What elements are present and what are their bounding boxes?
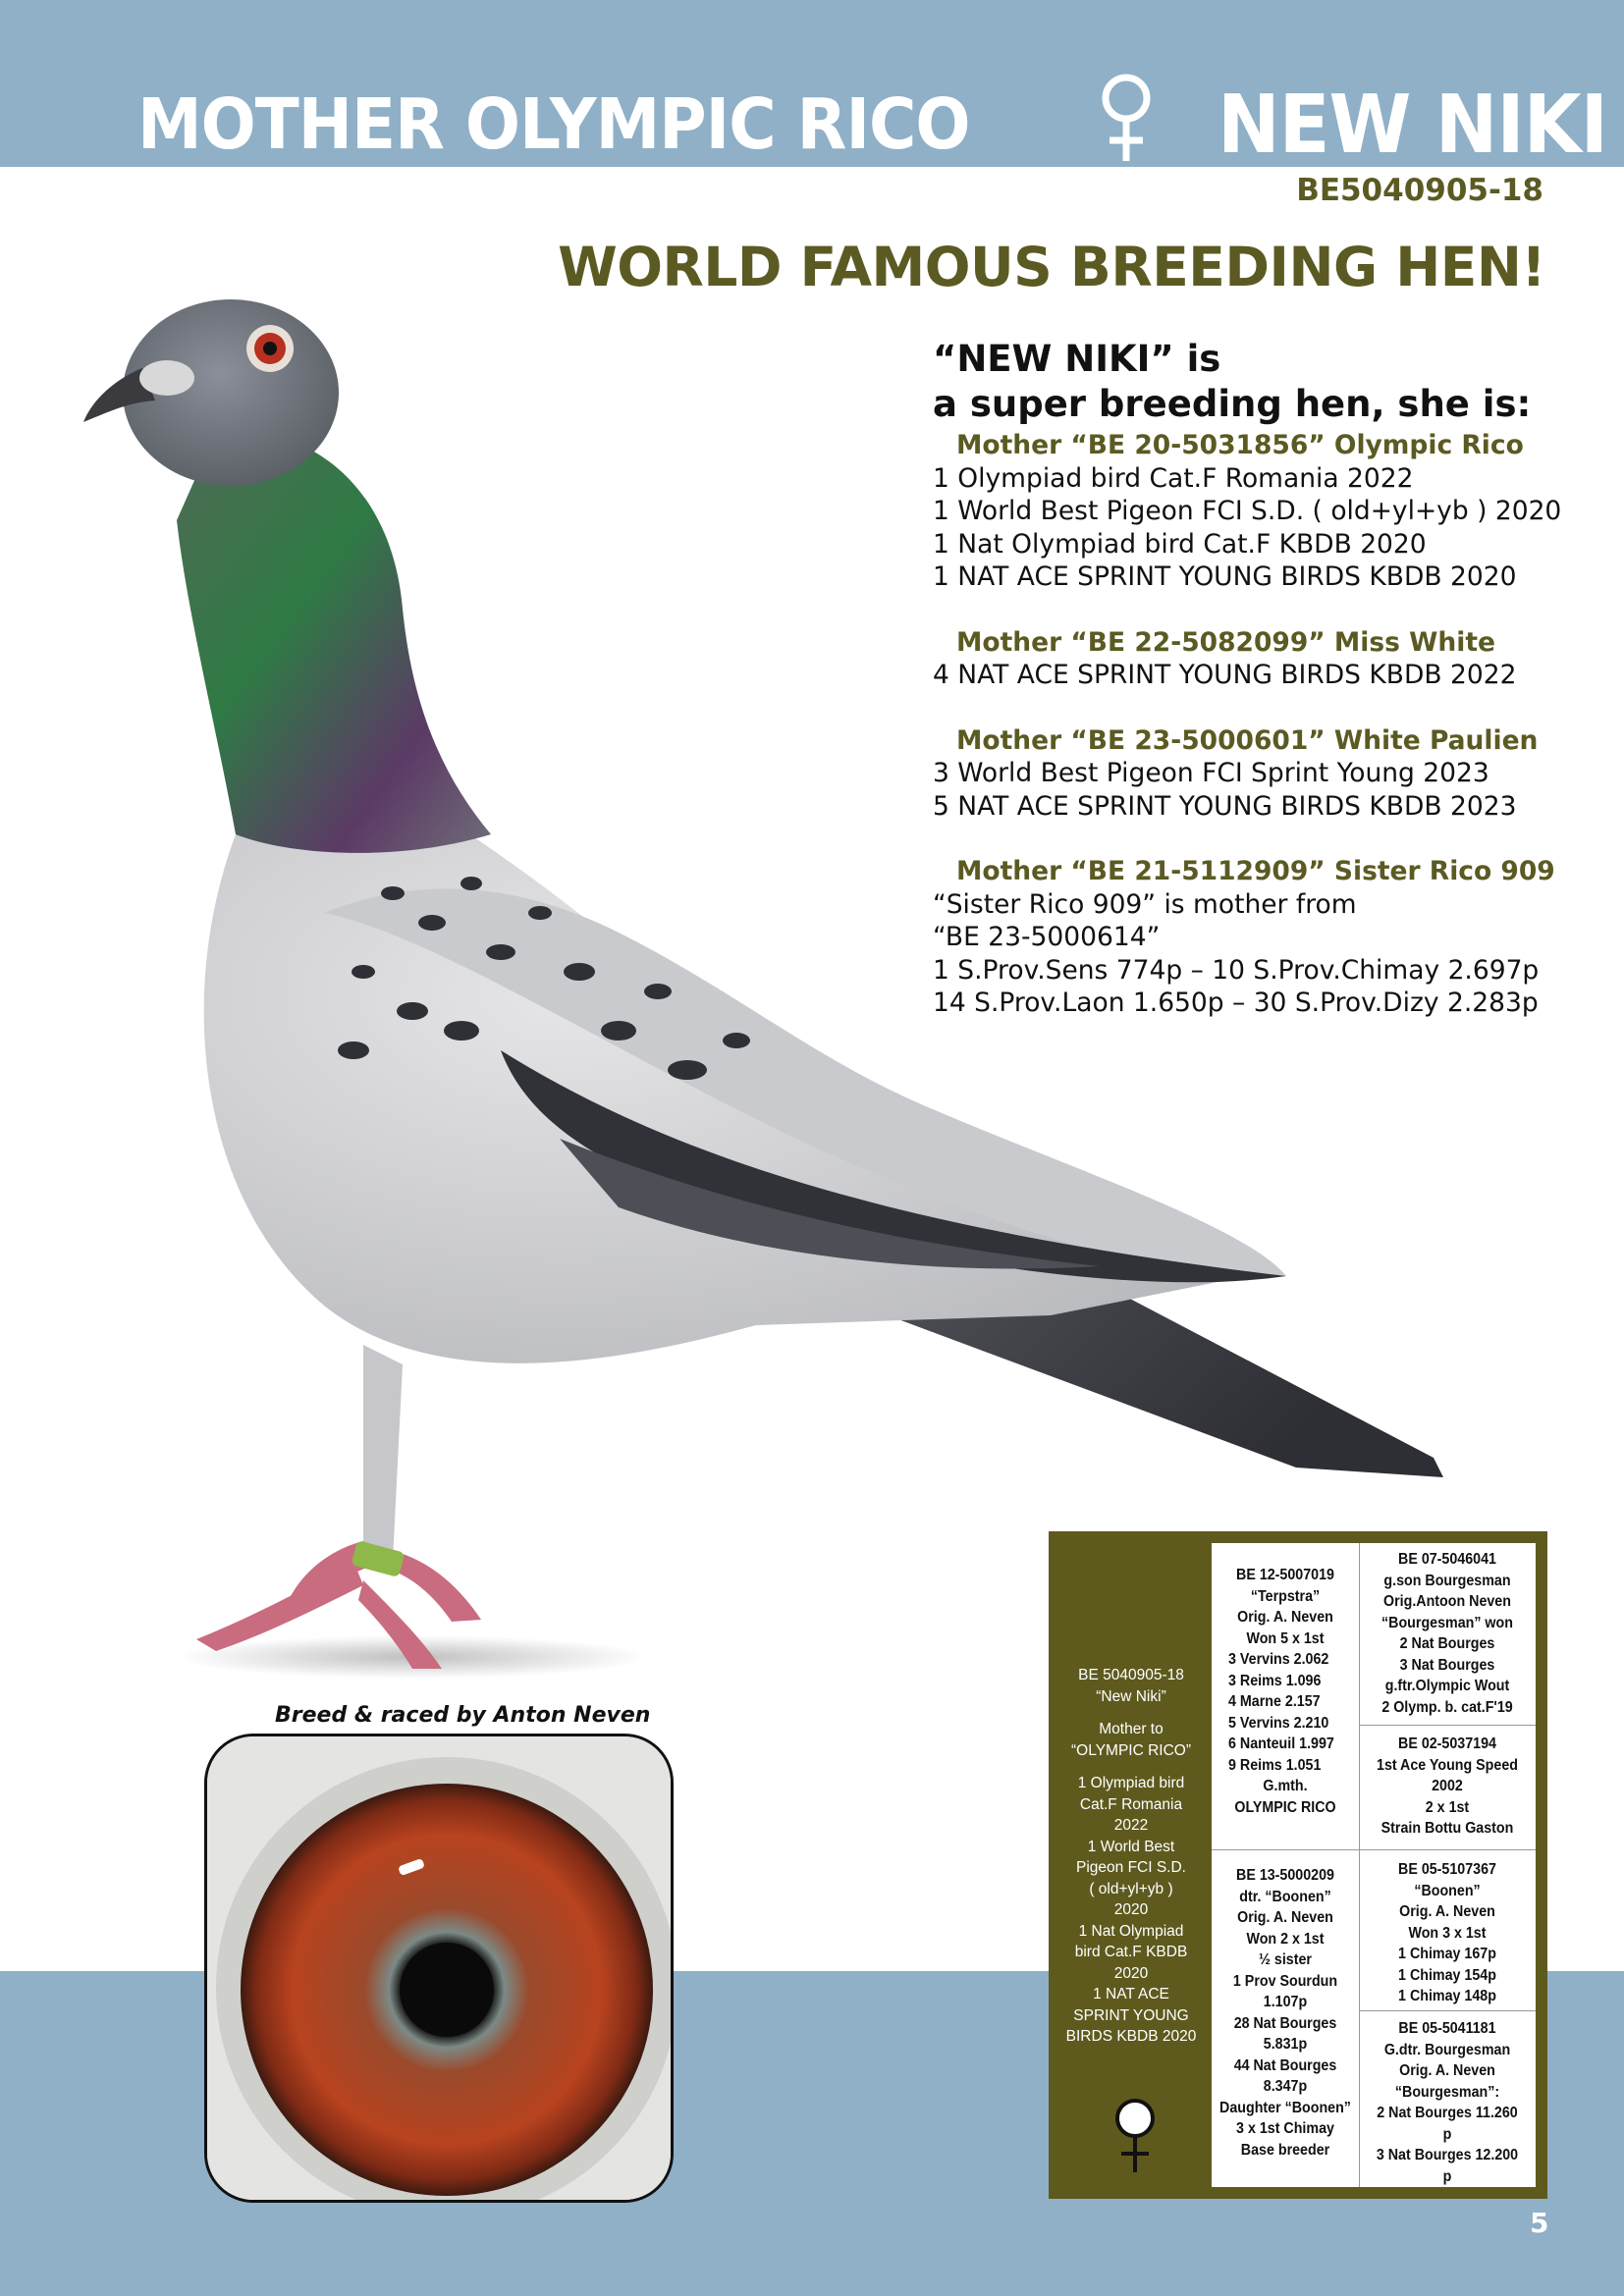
header-right-title: NEW NIKI bbox=[1218, 77, 1607, 172]
achievement-line: 1 Olympiad bird Cat.F Romania 2022 bbox=[933, 462, 1414, 494]
pedigree-sire-sire: BE 07-5046041 g.son Bourgesman Orig.Antoon Neven “Bourgesman” won 2 Nat Bourges 3 Nat Bourges g.ftr.Olympic Wout 2 Olymp. b. cat.F'19 bbox=[1381, 1551, 1513, 1716]
pedigree-subject-line: Mother to bbox=[1099, 1721, 1164, 1737]
achievement-title: Mother “BE 22-5082099” Miss White bbox=[956, 626, 1495, 658]
pedigree-grid bbox=[1212, 1543, 1536, 2187]
header-left-title: MOTHER OLYMPIC RICO bbox=[137, 82, 970, 166]
pedigree-sire-dam: BE 02-5037194 1st Ace Young Speed 2002 2 x 1st Strain Bottu Gaston bbox=[1377, 1735, 1518, 1837]
pedigree-subject-line: 1 NAT ACE bbox=[1093, 1986, 1169, 2002]
pedigree-dam-dam: BE 05-5041181 G.dtr. Bourgesman Orig. A. Neven “Bourgesman”: 2 Nat Bourges 11.260 p 3 Nat Bourges 12.200 p bbox=[1376, 2020, 1519, 2185]
pedigree-subject-line: 2022 bbox=[1113, 1817, 1149, 1834]
achievement-line: 1 World Best Pigeon FCI S.D. ( old+yl+yb ) 2020 bbox=[933, 496, 1562, 526]
pedigree-subject-line: “New Niki” bbox=[1096, 1687, 1166, 1705]
pedigree-subject-line: BIRDS KBDB 2020 bbox=[1065, 2028, 1197, 2045]
achievement-line: 1 S.Prov.Sens 774p – 10 S.Prov.Chimay 2.697p bbox=[933, 954, 1540, 986]
pedigree-subject-line: 1 Olympiad bird bbox=[1077, 1775, 1185, 1791]
ring-number: BE5040905-18 bbox=[1296, 173, 1543, 208]
achievement-line: 3 World Best Pigeon FCI Sprint Young 2023 bbox=[933, 758, 1489, 788]
achievement-line: “Sister Rico 909” is mother from bbox=[933, 888, 1357, 920]
achievement-title: Mother “BE 20-5031856” Olympic Rico bbox=[956, 430, 1524, 460]
headline: WORLD FAMOUS BREEDING HEN! bbox=[558, 236, 1545, 298]
pedigree-subject-line: 1 Nat Olympiad bbox=[1078, 1922, 1184, 1940]
pedigree-subject-line: 2020 bbox=[1113, 1901, 1149, 1918]
eye-photo bbox=[204, 1734, 674, 2203]
pigeon-photo bbox=[69, 285, 1483, 1718]
achievement-line: 4 NAT ACE SPRINT YOUNG BIRDS KBDB 2022 bbox=[933, 660, 1517, 690]
achievement-line: 5 NAT ACE SPRINT YOUNG BIRDS KBDB 2023 bbox=[933, 790, 1517, 822]
female-symbol-icon bbox=[1092, 71, 1161, 165]
pedigree-subject-line: BE 5040905-18 bbox=[1078, 1667, 1184, 1683]
pedigree-dam-sire: BE 05-5107367 “Boonen” Orig. A. Neven Won 3 x 1st 1 Chimay 167p 1 Chimay 154p 1 Chimay 148p bbox=[1398, 1861, 1496, 2004]
page-number: 5 bbox=[1530, 2207, 1549, 2239]
pedigree-subject-line: 1 World Best bbox=[1087, 1838, 1175, 1855]
pedigree-subject-line: ( old+yl+yb ) bbox=[1089, 1880, 1173, 1897]
achievement-title: Mother “BE 21-5112909” Sister Rico 909 bbox=[956, 856, 1555, 886]
intro-line-2: a super breeding hen, she is: bbox=[933, 383, 1532, 425]
achievement-title: Mother “BE 23-5000601” White Paulien bbox=[956, 724, 1539, 756]
pedigree-subject-line: bird Cat.F KBDB bbox=[1074, 1944, 1188, 1960]
pedigree-mother: BE 13-5000209 dtr. “Boonen” Orig. A. Neven Won 2 x 1st ½ sister 1 Prov Sourdun 1.107p 28 Nat Bourges 5.831p 44 Nat Bourges 8.347p Daughter “Boonen” 3 x 1st Chimay Base breeder bbox=[1219, 1867, 1351, 2159]
pedigree-subject-line: 2020 bbox=[1113, 1964, 1149, 1982]
pedigree-subject-line: “OLYMPIC RICO” bbox=[1071, 1741, 1191, 1759]
female-symbol-icon bbox=[1110, 2097, 1161, 2175]
pedigree-subject-line: Pigeon FCI S.D. bbox=[1076, 1859, 1186, 1876]
pedigree-father: BE 12-5007019 “Terpstra” Orig. A. Neven Won 5 x 1st 3 Vervins 2.062 3 Reims 1.096 4 Marne 2.157 5 Vervins 2.210 6 Nanteuil 1.997 9 Reims 1.051 G.mth. OLYMPIC RICO bbox=[1228, 1567, 1336, 1816]
pedigree-subject-line: Cat.F Romania bbox=[1079, 1795, 1183, 1813]
achievement-line: 1 NAT ACE SPRINT YOUNG BIRDS KBDB 2020 bbox=[933, 561, 1517, 592]
breeder-caption: Breed & raced by Anton Neven bbox=[275, 1703, 651, 1728]
pedigree-subject-line: SPRINT YOUNG bbox=[1073, 2006, 1189, 2024]
achievement-line: 1 Nat Olympiad bird Cat.F KBDB 2020 bbox=[933, 528, 1427, 560]
achievement-line: “BE 23-5000614” bbox=[933, 922, 1161, 952]
achievement-line: 14 S.Prov.Laon 1.650p – 30 S.Prov.Dizy 2.283p bbox=[933, 988, 1539, 1018]
intro-line-1: “NEW NIKI” is bbox=[933, 338, 1221, 380]
pedigree-subject bbox=[1056, 1665, 1206, 2048]
